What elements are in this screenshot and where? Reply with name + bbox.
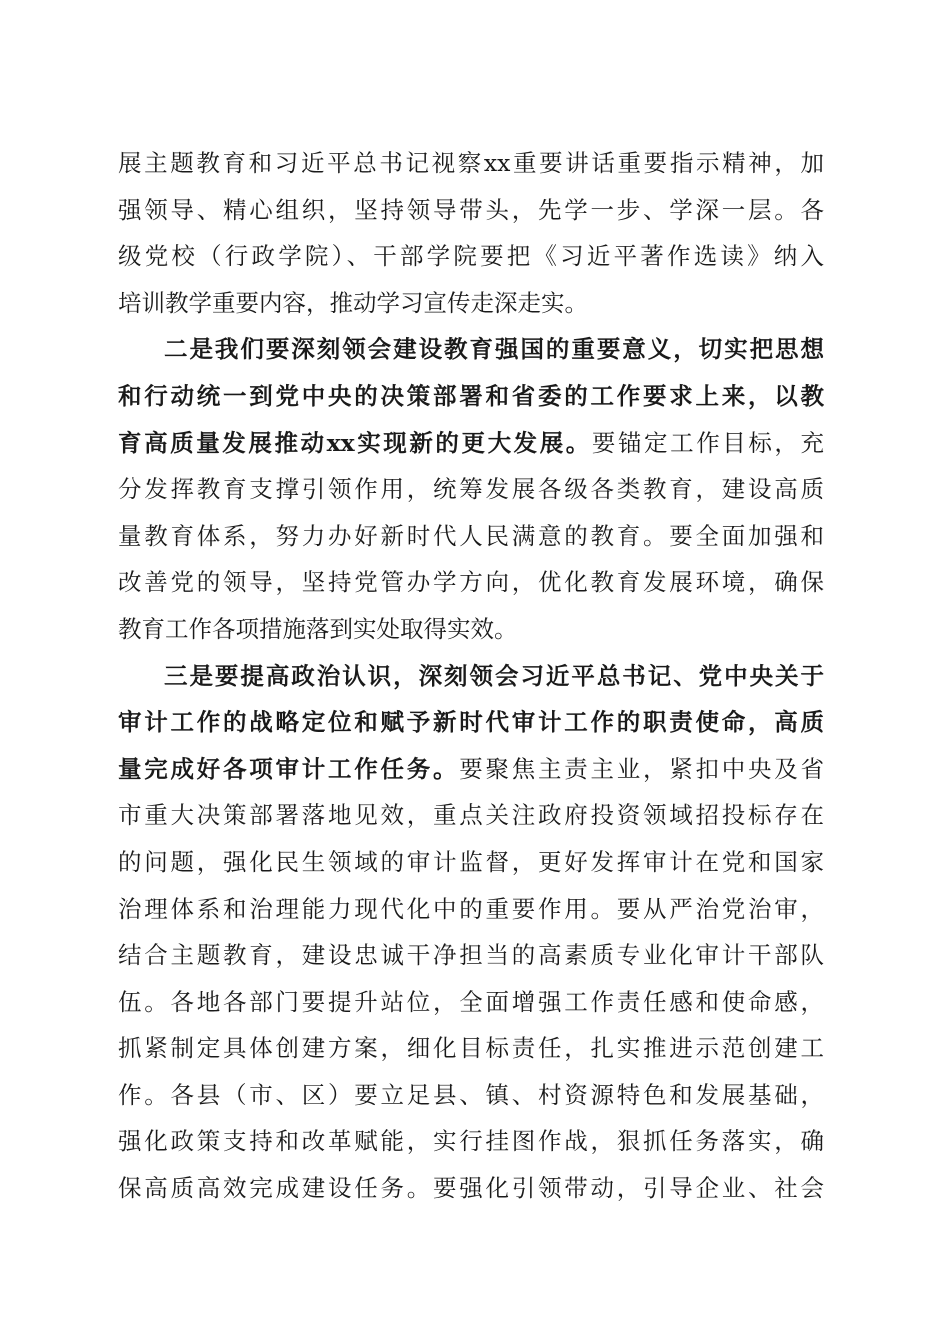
text-segment: 作。各县（市、区）要立足县、镇、村资源特色和发展基础， (118, 1080, 824, 1109)
text-segment: 改善党的领导，坚持党管办学方向，优化教育发展环境，确保 (118, 568, 824, 597)
text-segment: 强化政策支持和改革赋能，实行挂图作战，狠抓任务落实，确 (118, 1127, 824, 1156)
paragraph-1 (118, 140, 824, 326)
document-body (118, 140, 824, 1212)
text-line (118, 839, 824, 886)
text-line (118, 420, 824, 467)
text-line (118, 979, 824, 1026)
text-line (118, 699, 824, 746)
text-line (118, 1025, 824, 1072)
text-line (118, 280, 824, 327)
text-line (118, 187, 824, 234)
text-line (118, 559, 824, 606)
text-line (118, 140, 824, 187)
text-segment-bold: 三是要提高政治认识，深刻领会习近平总书记、党中央关于 (164, 661, 824, 690)
text-line (118, 653, 824, 700)
text-segment-bold: 审计工作的战略定位和赋予新时代审计工作的职责使命，高质 (118, 708, 824, 737)
text-line (118, 792, 824, 839)
text-segment: 结合主题教育，建设忠诚干净担当的高素质专业化审计干部队 (118, 941, 824, 970)
text-segment: 培训教学重要内容，推动学习宣传走深走实。 (118, 288, 588, 317)
text-line (118, 1165, 824, 1212)
text-segment-bold: 和行动统一到党中央的决策部署和省委的工作要求上来，以教 (118, 381, 824, 410)
text-line (118, 1072, 824, 1119)
text-segment: 教育工作各项措施落到实处取得实效。 (118, 614, 518, 643)
paragraph-3 (118, 653, 824, 1212)
text-line (118, 326, 824, 373)
text-segment-bold: 育高质量发展推动xx实现新的更大发展。 (118, 428, 592, 457)
text-segment: 治理体系和治理能力现代化中的重要作用。要从严治党治审， (118, 894, 824, 923)
text-line (118, 373, 824, 420)
text-line (118, 466, 824, 513)
text-segment: 要锚定工作目标，充 (591, 428, 824, 457)
text-segment: 展主题教育和习近平总书记视察xx重要讲话重要指示精神，加 (118, 149, 824, 177)
text-segment: 分发挥教育支撑引领作用，统筹发展各级各类教育，建设高质 (118, 475, 824, 504)
text-segment: 级党校（行政学院）、干部学院要把《习近平著作选读》纳入 (118, 242, 824, 271)
text-line (118, 233, 824, 280)
text-segment: 抓紧制定具体创建方案，细化目标责任，扎实推进示范创建工 (118, 1034, 824, 1063)
text-segment: 市重大决策部署落地见效，重点关注政府投资领域招投标存在 (118, 801, 824, 830)
text-segment-bold: 量完成好各项审计工作任务。 (118, 754, 460, 783)
text-segment: 保高质高效完成建设任务。要强化引领带动，引导企业、社会 (118, 1174, 824, 1203)
text-line (118, 932, 824, 979)
text-segment-bold: 二是我们要深刻领会建设教育强国的重要意义，切实把思想 (164, 335, 824, 364)
text-line (118, 1118, 824, 1165)
text-line (118, 513, 824, 560)
text-line (118, 606, 824, 653)
text-segment: 要聚焦主责主业，紧扣中央及省 (459, 754, 824, 783)
paragraph-2 (118, 326, 824, 652)
text-line (118, 746, 824, 793)
text-line (118, 886, 824, 933)
text-segment: 量教育体系，努力办好新时代人民满意的教育。要全面加强和 (118, 521, 824, 550)
text-segment: 强领导、精心组织，坚持领导带头，先学一步、学深一层。各 (118, 195, 824, 224)
text-segment: 的问题，强化民生领域的审计监督，更好发挥审计在党和国家 (118, 847, 824, 876)
text-segment: 伍。各地各部门要提升站位，全面增强工作责任感和使命感， (118, 987, 824, 1016)
